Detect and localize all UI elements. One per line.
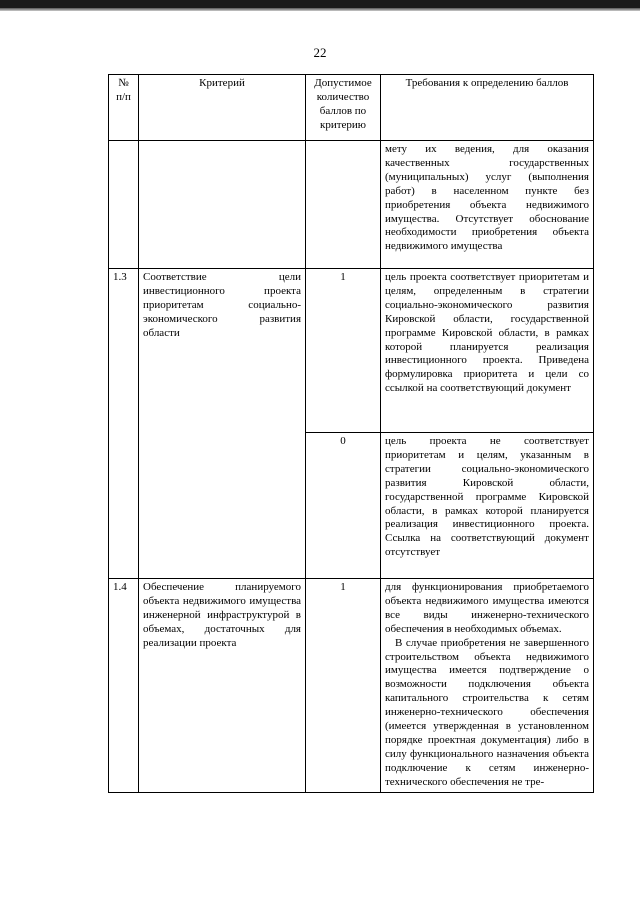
cell-requirements-1-3-a: цель проекта соответствует приоритетам и целям, определенным в стратегии социально-экономического развития Кировской области, государственной программе Кировской области, в рамках которой планируется реализация инвестиционного проекта. Приведена формулировка приоритета и цели со ссылкой на соответствующий документ bbox=[381, 269, 594, 433]
cell-criterion-empty bbox=[139, 141, 306, 269]
cell-score-empty bbox=[306, 141, 381, 269]
scan-edge-shadow bbox=[0, 8, 640, 11]
cell-score-1-4: 1 bbox=[306, 579, 381, 793]
header-criterion: Критерий bbox=[139, 75, 306, 141]
cell-num-1-3: 1.3 bbox=[109, 269, 139, 579]
cell-requirements-1-3-b: цель проекта не соответствует приоритетам и целям, указанным в стратегии социально-экономического развития Кировской области, государственной программе Кировской области, в рамках которой планируется реализация инвестиционного проекта. Ссылка на соответствующий документ отсутствует bbox=[381, 433, 594, 579]
table-row-1-3a bbox=[109, 269, 594, 433]
cell-criterion-1-4: Обеспечение планируемого объекта недвижимого имущества инженерной инфраструктурой в объемах, достаточных для реализации проекта bbox=[139, 579, 306, 793]
table-header-row bbox=[109, 75, 594, 141]
cell-requirements-continued: мету их ведения, для оказания качественных государственных (муниципальных) услуг (выполнения работ) в населенном пункте без приобретения объекта недвижимого имущества. Отсутствует обоснование необходимости приобретения объекта недвижимого имущества bbox=[381, 141, 594, 269]
page-number: 22 bbox=[313, 45, 327, 60]
cell-num-1-4: 1.4 bbox=[109, 579, 139, 793]
cell-score-1-3-a: 1 bbox=[306, 269, 381, 433]
cell-requirements-1-4 bbox=[381, 579, 594, 793]
table-row-continued bbox=[109, 141, 594, 269]
header-num: № п/п bbox=[109, 75, 139, 141]
criteria-table bbox=[108, 74, 594, 793]
cell-score-1-3-b: 0 bbox=[306, 433, 381, 579]
cell-num-empty bbox=[109, 141, 139, 269]
cell-criterion-1-3: Соответствие цели инвестиционного проекта приоритетам социально-экономического развития области bbox=[139, 269, 306, 579]
requirements-1-4-paragraph-1: для функционирования приобретаемого объекта недвижимого имущества имеются все виды инженерно-технического обеспечения в необходимых объемах. bbox=[385, 581, 589, 635]
table-row-1-4 bbox=[109, 579, 594, 793]
header-score: Допустимое количество баллов по критерию bbox=[306, 75, 381, 141]
header-requirements: Требования к определению баллов bbox=[381, 75, 594, 141]
requirements-1-4-paragraph-2: В случае приобретения не завершенного строительством объекта недвижимого имущества имеется подтверждение о возможности подключения объекта капитального строительства к сетям инженерно-технического обеспечения (имеется утвержденная в установленном порядке проектная документация) либо в силу функционального назначения объекта подключение к сетям инженерно-технического обеспечения не тре- bbox=[385, 636, 589, 788]
